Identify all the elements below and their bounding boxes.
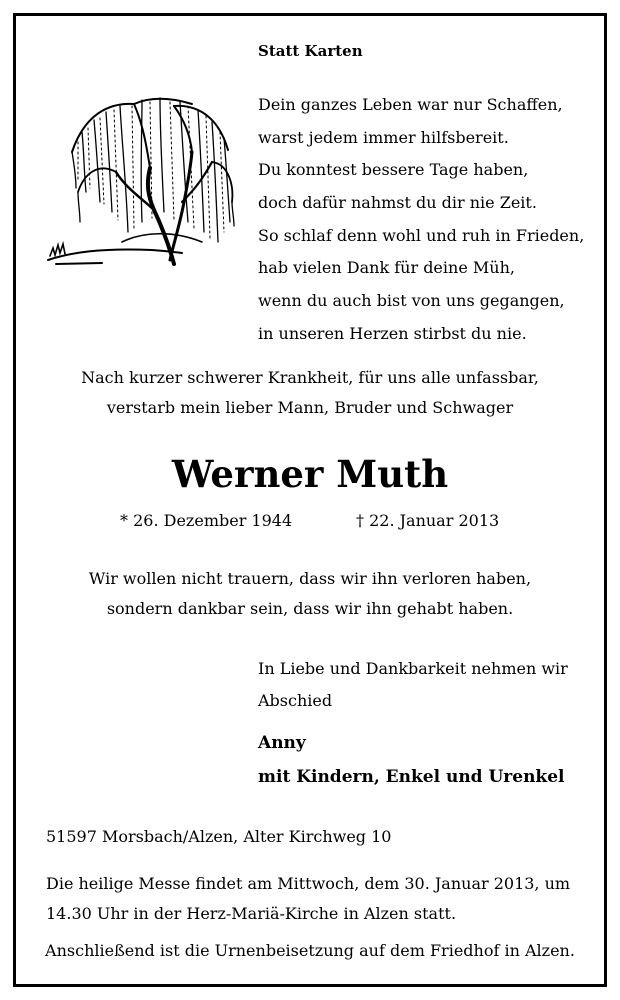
service-line-2: 14.30 Uhr in der Herz-Mariä-Kirche in Alzen statt. bbox=[46, 904, 457, 923]
poem-line: Dein ganzes Leben war nur Schaffen, bbox=[258, 95, 563, 114]
announcement-line-2: verstarb mein lieber Mann, Bruder und Schwager bbox=[106, 398, 514, 417]
statt-karten-heading: Statt Karten bbox=[258, 42, 363, 60]
birth-date: * 26. Dezember 1944 bbox=[120, 511, 293, 530]
poem-line: wenn du auch bist von uns gegangen, bbox=[258, 291, 565, 311]
farewell-line-2: Abschied bbox=[258, 691, 333, 710]
farewell-line-1: In Liebe und Dankbarkeit nehmen wir bbox=[258, 659, 568, 678]
poem-line: Du konntest bessere Tage haben, bbox=[258, 160, 529, 180]
poem-line: So schlaf denn wohl und ruh in Frieden, bbox=[258, 225, 585, 245]
quote-line-1: Wir wollen nicht trauern, dass wir ihn verloren haben, bbox=[88, 569, 532, 588]
announcement-line-1: Nach kurzer schwerer Krankheit, für uns alle unfassbar, bbox=[81, 368, 539, 387]
deceased-name: Werner Muth bbox=[171, 452, 449, 496]
service-line-1: Die heilige Messe findet am Mittwoch, dem 30. Januar 2013, um bbox=[46, 874, 571, 893]
poem-line: hab vielen Dank für deine Müh, bbox=[258, 258, 515, 278]
death-date: † 22. Januar 2013 bbox=[356, 511, 500, 530]
signer-family: mit Kindern, Enkel und Urenkel bbox=[258, 767, 565, 787]
burial-notice: Anschließend ist die Urnenbeisetzung auf dem Friedhof in Alzen. bbox=[45, 941, 575, 960]
poem bbox=[258, 89, 584, 351]
poem-line: in unseren Herzen stirbst du nie. bbox=[258, 323, 527, 343]
poem-line: doch dafür nahmst du dir nie Zeit. bbox=[258, 193, 537, 213]
quote-line-2: sondern dankbar sein, dass wir ihn gehabt haben. bbox=[106, 599, 514, 618]
willow-tree-image bbox=[42, 92, 242, 272]
address: 51597 Morsbach/Alzen, Alter Kirchweg 10 bbox=[46, 827, 392, 846]
signer-name: Anny bbox=[258, 733, 306, 753]
poem-line: warst jedem immer hilfsbereit. bbox=[258, 127, 509, 147]
